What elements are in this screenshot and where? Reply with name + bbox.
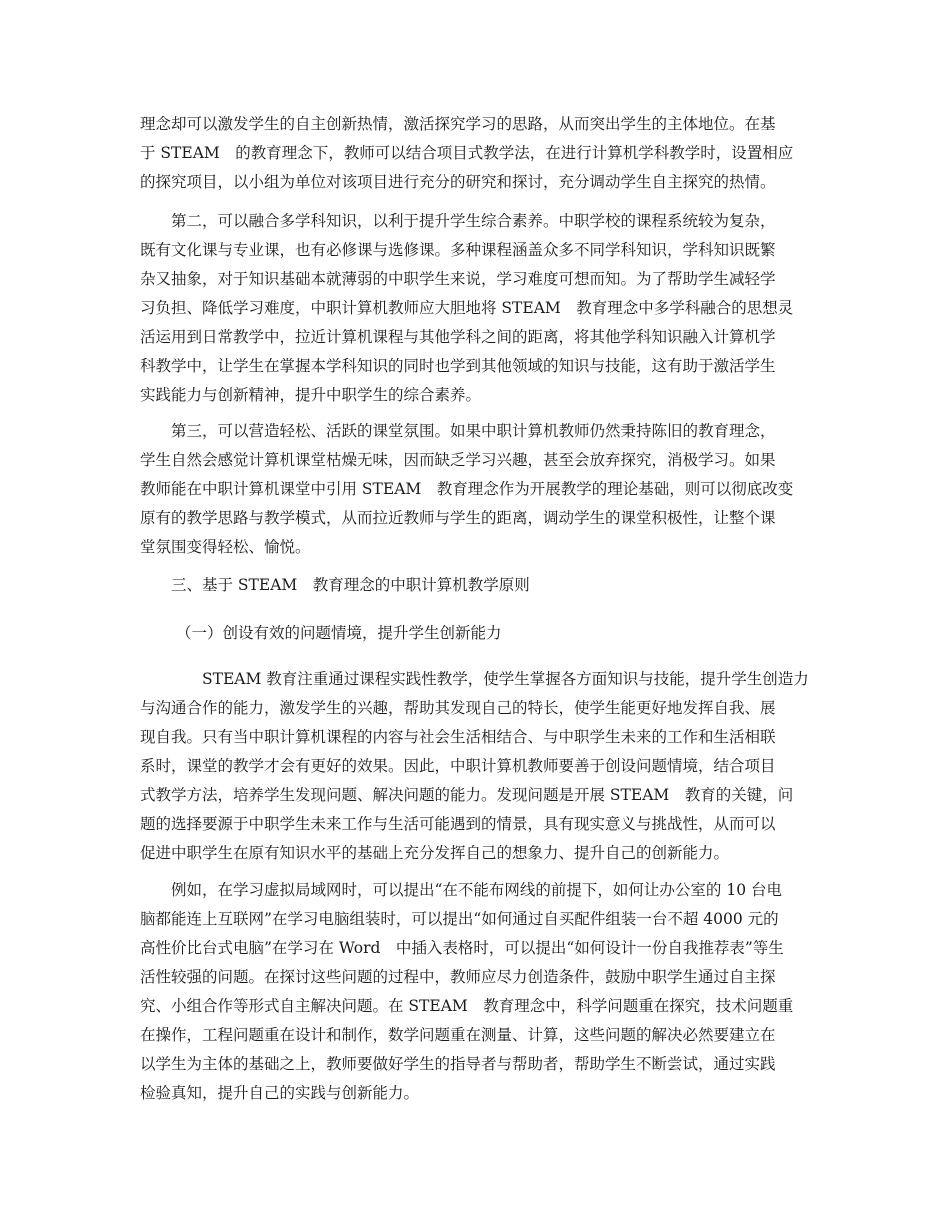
text-line: 理念却可以激发学生的自主创新热情，激活探究学习的思路，从而突出学生的主体地位。在基 (140, 115, 776, 133)
paragraph-continuation (140, 110, 820, 197)
paragraph-example (140, 876, 820, 1108)
text-line: 活性较强的问题。在探讨这些问题的过程中，教师应尽力创造条件，鼓励中职学生通过自主探 (140, 968, 776, 986)
section-heading (140, 571, 820, 600)
text-line: 第二，可以融合多学科知识，以利于提升学生综合素养。中职学校的课程系统较为复杂， (171, 212, 776, 230)
text-line: 式教学方法，培养学生发现问题、解决问题的能力。发现问题是开展 STEAM 教育的关键，问 (140, 786, 794, 804)
paragraph-steam-education (140, 665, 820, 868)
text-line: 究、小组合作等形式自主解决问题。在 STEAM 教育理念中，科学问题重在探究，技术问题重 (140, 997, 794, 1015)
text-line: STEAM 教育注重通过课程实践性教学，使学生掌握各方面知识与技能，提升学生创造力 (202, 670, 809, 688)
text-line: 实践能力与创新精神，提升中职学生的综合素养。 (140, 386, 482, 404)
text-line: 以学生为主体的基础之上，教师要做好学生的指导者与帮助者，帮助学生不断尝试，通过实践 (140, 1055, 776, 1073)
text-line: 堂氛围变得轻松、愉悦。 (140, 538, 311, 556)
text-line: 系时，课堂的教学才会有更好的效果。因此，中职计算机教师要善于创设问题情境，结合项目 (140, 757, 776, 775)
text-line: 教师能在中职计算机课堂中引用 STEAM 教育理念作为开展教学的理论基础，则可以彻底改变 (140, 480, 794, 498)
paragraph-second-point (140, 207, 820, 410)
subsection-heading (140, 619, 820, 648)
heading-text: （一）创设有效的问题情境，提升学生创新能力 (176, 624, 502, 642)
text-line: 于 STEAM 的教育理念下，教师可以结合项目式教学法，在进行计算机学科教学时，设置相应 (140, 144, 794, 162)
text-line: 第三，可以营造轻松、活跃的课堂氛围。如果中职计算机教师仍然秉持陈旧的教育理念， (171, 422, 776, 440)
text-line: 高性价比台式电脑”在学习在 Word 中插入表格时，可以提出“如何设计一份自我推荐表”等生 (140, 939, 784, 957)
text-line: 脑都能连上互联网”在学习电脑组装时，可以提出“如何通过自买配件组装一台不超 4000 元的 (140, 910, 779, 928)
text-line: 题的选择要源于中职学生未来工作与生活可能遇到的情景，具有现实意义与挑战性，从而可以 (140, 815, 776, 833)
text-line: 原有的教学思路与教学模式，从而拉近教师与学生的距离，调动学生的课堂积极性，让整个课 (140, 509, 776, 527)
text-line: 在操作，工程问题重在设计和制作，数学问题重在测量、计算，这些问题的解决必然要建立在 (140, 1026, 776, 1044)
text-line: 例如，在学习虚拟局域网时，可以提出“在不能布网线的前提下，如何让办公室的 10 台电 (171, 881, 783, 899)
text-line: 既有文化课与专业课，也有必修课与选修课。多种课程涵盖众多不同学科知识，学科知识既繁 (140, 241, 776, 259)
heading-text: 三、基于 STEAM 教育理念的中职计算机教学原则 (171, 576, 530, 594)
text-line: 的探究项目，以小组为单位对该项目进行充分的研究和探讨，充分调动学生自主探究的热情。 (140, 173, 776, 191)
text-line: 学生自然会感觉计算机课堂枯燥无味，因而缺乏学习兴趣，甚至会放弃探究，消极学习。如果 (140, 451, 776, 469)
text-line: 活运用到日常教学中，拉近计算机课程与其他学科之间的距离，将其他学科知识融入计算机学 (140, 328, 776, 346)
text-line: 检验真知，提升自己的实践与创新能力。 (140, 1084, 420, 1102)
text-line: 杂又抽象，对于知识基础本就薄弱的中职学生来说，学习难度可想而知。为了帮助学生减轻学 (140, 270, 776, 288)
text-line: 习负担、降低学习难度，中职计算机教师应大胆地将 STEAM 教育理念中多学科融合的思想灵 (140, 299, 794, 317)
text-line: 现自我。只有当中职计算机课程的内容与社会生活相结合、与中职学生未来的工作和生活相联 (140, 728, 776, 746)
text-line: 促进中职学生在原有知识水平的基础上充分发挥自己的想象力、提升自己的创新能力。 (140, 844, 730, 862)
text-line: 科教学中，让学生在掌握本学科知识的同时也学到其他领域的知识与技能，这有助于激活学生 (140, 357, 776, 375)
paragraph-third-point (140, 417, 820, 562)
text-line: 与沟通合作的能力，激发学生的兴趣，帮助其发现自己的特长，使学生能更好地发挥自我、展 (140, 699, 776, 717)
